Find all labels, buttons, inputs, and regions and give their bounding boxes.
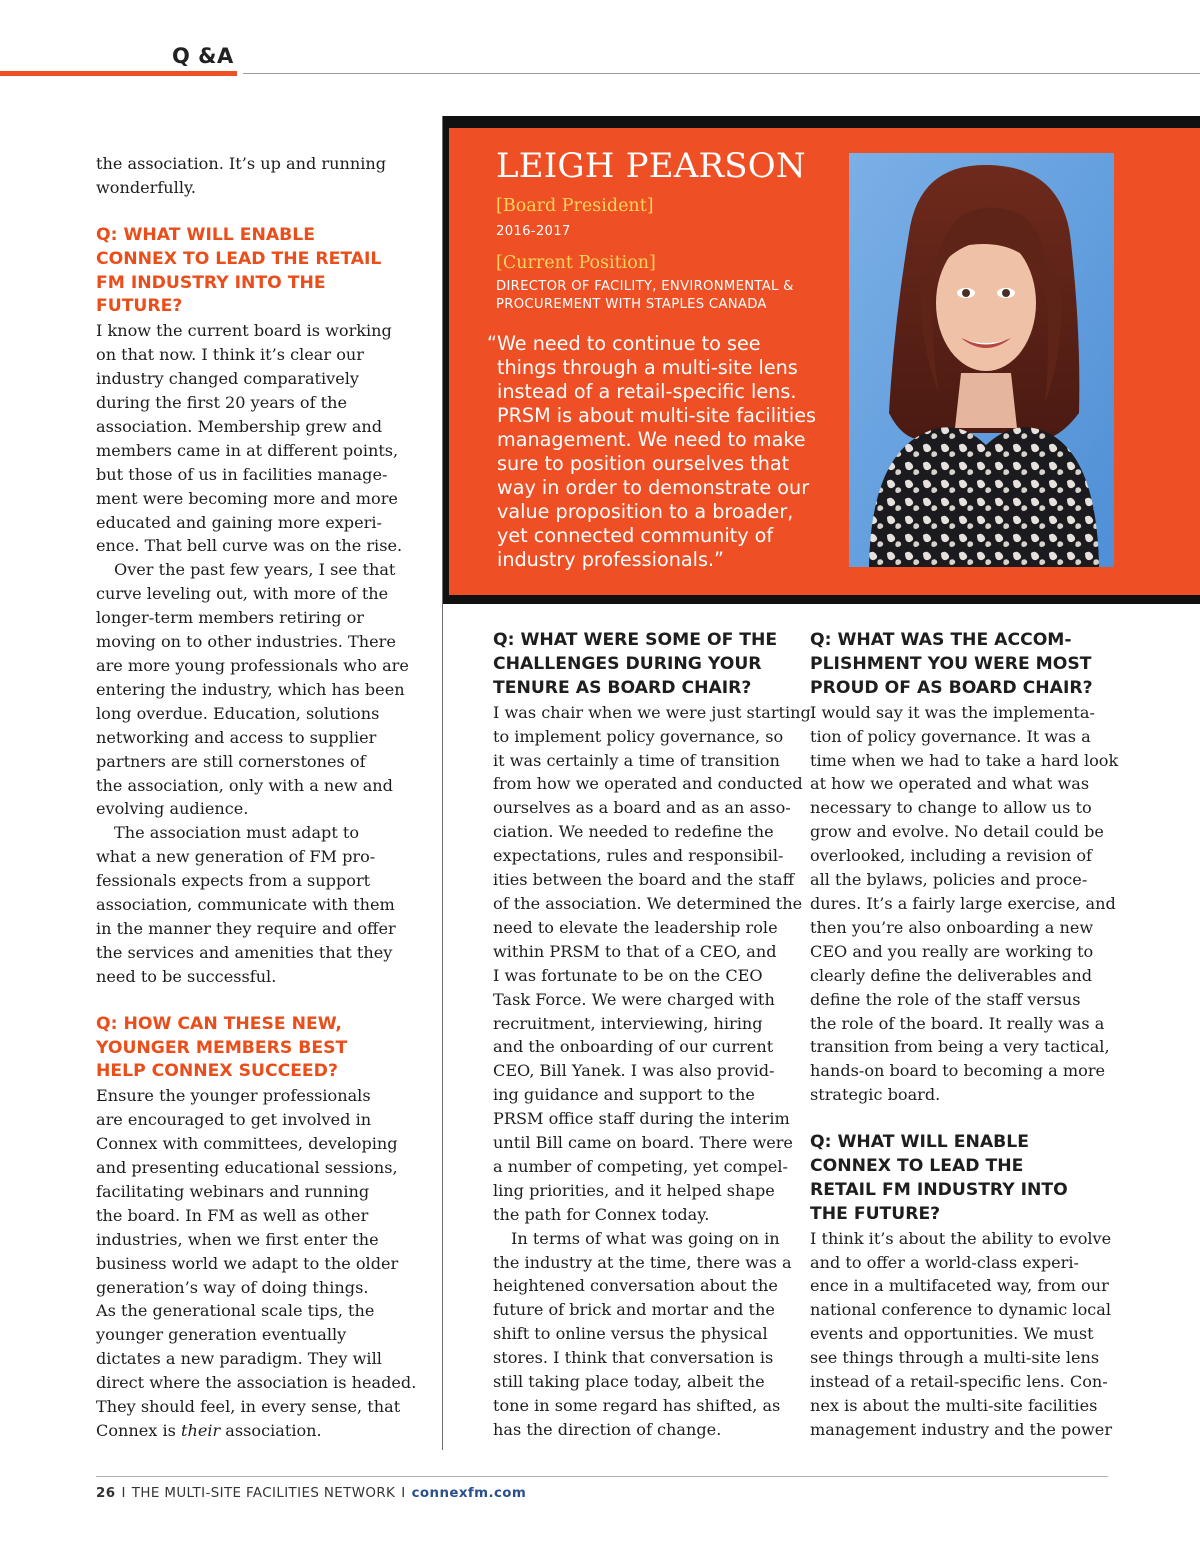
text-line: ourselves as a board and as an asso-	[493, 798, 791, 818]
text-line: networking and access to supplier	[96, 727, 377, 747]
emphasis: their	[180, 1421, 221, 1440]
paragraph	[96, 319, 406, 558]
text-line: longer-term members retiring or	[96, 608, 364, 628]
footer	[96, 1486, 526, 1501]
middle-column	[493, 629, 811, 1442]
text-line: of the association. We determined the	[493, 893, 803, 913]
text-line: generation’s way of doing things.	[96, 1277, 369, 1297]
heading-line: FM INDUSTRY INTO THE	[96, 272, 326, 293]
text-line: curve leveling out, with more of the	[96, 584, 389, 604]
question-heading	[810, 1131, 1110, 1227]
role-years: 2016-2017	[496, 224, 571, 239]
text-line: ling priorities, and it helped shape	[493, 1180, 775, 1200]
header-accent-rule	[0, 71, 237, 76]
text-line: members came in at different points,	[96, 440, 399, 460]
heading-line: TENURE AS BOARD CHAIR?	[493, 677, 752, 698]
paragraph	[96, 821, 406, 988]
paragraph	[493, 1227, 793, 1442]
footer-separator: I	[401, 1486, 406, 1501]
text-line: and to offer a world-class experi-	[810, 1252, 1079, 1272]
text-line: grow and evolve. No detail could be	[810, 822, 1104, 842]
website-link[interactable]: connexfm.com	[411, 1486, 527, 1501]
text-line: the association. It’s up and running	[96, 154, 387, 173]
text-line: stores. I think that conversation is	[493, 1348, 774, 1368]
quote-line: yet connected community of	[497, 524, 774, 547]
text-line: shift to online versus the physical	[493, 1324, 768, 1344]
text-line: need to be successful.	[96, 966, 277, 986]
text-line: until Bill came on board. There were	[493, 1133, 793, 1153]
heading-line: Q: WHAT WILL ENABLE	[810, 1132, 1029, 1153]
quote-line: “We need to continue to see	[487, 332, 761, 355]
text-line: from how we operated and conducted	[493, 774, 803, 794]
text-line: ence. That bell curve was on the rise.	[96, 536, 403, 556]
quote-line: way in order to demonstrate our	[497, 476, 810, 499]
column-divider	[442, 116, 443, 1450]
heading-line: Q: HOW CAN THESE NEW,	[96, 1013, 342, 1034]
text-line: wonderfully.	[96, 177, 197, 197]
profile-name: LEIGH PEARSON	[496, 146, 806, 186]
heading-line: CONNEX TO LEAD THE	[810, 1155, 1024, 1176]
text-line: the role of the board. It really was a	[810, 1013, 1105, 1033]
text-line: They should feel, in every sense, that	[96, 1397, 401, 1417]
text-line: the association, only with a new and	[96, 775, 393, 795]
heading-line: Q: WHAT WERE SOME OF THE	[493, 630, 778, 650]
text-line: industries, when we first enter the	[96, 1229, 379, 1249]
header-rule	[243, 73, 1200, 74]
text-line: tion of policy governance. It was a	[810, 726, 1091, 746]
text-line: younger generation eventually	[96, 1325, 347, 1345]
heading-line: PLISHMENT YOU WERE MOST	[810, 653, 1092, 674]
text-line: are more young professionals who are	[96, 656, 409, 676]
text-line: events and opportunities. We must	[810, 1324, 1094, 1344]
text-line: instead of a retail-specific lens. Con-	[810, 1372, 1108, 1392]
text-line: ence in a multifaceted way, from our	[810, 1276, 1109, 1296]
heading-line: CHALLENGES DURING YOUR	[493, 653, 762, 674]
text-line: evolving audience.	[96, 799, 249, 819]
position-label: [Current Position]	[496, 253, 656, 273]
text-line: The association must adapt to	[114, 823, 360, 843]
text-line: strategic board.	[810, 1085, 941, 1105]
quote-line: sure to position ourselves that	[497, 452, 790, 475]
text-line: dictates a new paradigm. They will	[96, 1349, 382, 1369]
text-line: see things through a multi-site lens	[810, 1348, 1100, 1368]
text-line: but those of us in facilities manage-	[96, 464, 388, 484]
text-line: long overdue. Education, solutions	[96, 703, 380, 723]
paragraph	[493, 701, 811, 1227]
text-line: overlooked, including a revision of	[810, 846, 1092, 866]
heading-line: THE FUTURE?	[810, 1203, 941, 1224]
text-line: the path for Connex today.	[493, 1204, 710, 1224]
heading-line: CONNEX TO LEAD THE RETAIL	[96, 248, 382, 269]
paragraph	[96, 558, 409, 821]
text-line: has the direction of change.	[493, 1419, 722, 1439]
text-line: tone in some regard has shifted, as	[493, 1396, 781, 1415]
publication-name: THE MULTI-SITE FACILITIES NETWORK	[131, 1486, 396, 1501]
text-line: heightened conversation about the	[493, 1276, 778, 1296]
text-line: in the manner they require and offer	[96, 918, 396, 938]
pull-quote	[487, 332, 832, 572]
text-line: then you’re also onboarding a new	[810, 917, 1094, 937]
text-line: Over the past few years, I see that	[114, 560, 396, 580]
role-label: [Board President]	[496, 196, 654, 216]
text-line: Ensure the younger professionals	[96, 1086, 371, 1106]
text-line: PRSM office staff during the interim	[493, 1109, 790, 1129]
text-line: ciation. We needed to redefine the	[493, 822, 774, 842]
text-line: As the generational scale tips, the	[96, 1301, 375, 1321]
quote-line: instead of a retail-specific lens.	[497, 380, 797, 403]
text-line: still taking place today, albeit the	[493, 1372, 765, 1392]
text-line: national conference to dynamic local	[810, 1300, 1112, 1320]
text-line: educated and gaining more experi-	[96, 512, 382, 532]
text-line: it was certainly a time of transition	[493, 750, 780, 770]
text-line: expectations, rules and responsibil-	[493, 846, 784, 866]
question-heading	[493, 629, 793, 701]
text-line: time when we had to take a hard look	[810, 750, 1119, 770]
text-line: a number of competing, yet compel-	[493, 1156, 788, 1176]
text-line: the board. In FM as well as other	[96, 1205, 369, 1225]
text-line: management industry and the power	[810, 1419, 1113, 1439]
portrait-photo	[849, 153, 1114, 567]
text-line: association, communicate with them	[96, 895, 395, 915]
text-line: clearly define the deliverables and	[810, 965, 1093, 985]
text-fragment: Connex is	[96, 1421, 181, 1440]
text-line: transition from being a very tactical,	[810, 1037, 1110, 1057]
text-line: all the bylaws, policies and proce-	[810, 870, 1088, 890]
position-title-line: DIRECTOR OF FACILITY, ENVIRONMENTAL &	[496, 279, 794, 294]
position-title-line: PROCUREMENT WITH STAPLES CANADA	[496, 297, 767, 312]
text-line: what a new generation of FM pro-	[96, 847, 376, 867]
text-line: during the first 20 years of the	[96, 393, 348, 413]
page-number: 26	[96, 1486, 116, 1501]
heading-line: FUTURE?	[96, 296, 183, 317]
text-line: hands-on board to becoming a more	[810, 1061, 1106, 1081]
heading-line: Q: WHAT WILL ENABLE	[96, 224, 315, 245]
heading-line: YOUNGER MEMBERS BEST	[96, 1037, 348, 1058]
text-line: recruitment, interviewing, hiring	[493, 1013, 763, 1033]
text-line: I know the current board is working	[96, 321, 392, 341]
text-line: are encouraged to get involved in	[96, 1110, 372, 1130]
text-line: direct where the association is headed.	[96, 1373, 417, 1393]
paragraph	[96, 1084, 417, 1419]
text-line: to implement policy governance, so	[493, 726, 784, 746]
paragraph	[810, 1227, 1113, 1442]
text-line: CEO and you really are working to	[810, 941, 1094, 961]
text-line: and the onboarding of our current	[493, 1037, 774, 1057]
quote-line: things through a multi-site lens	[497, 356, 798, 379]
paragraph-end	[96, 1419, 406, 1443]
text-line: I was chair when we were just starting	[493, 702, 811, 722]
text-line: future of brick and mortar and the	[493, 1300, 775, 1320]
question-heading	[810, 629, 1110, 701]
heading-line: PROUD OF AS BOARD CHAIR?	[810, 677, 1093, 698]
text-line: partners are still cornerstones of	[96, 751, 366, 771]
text-line: business world we adapt to the older	[96, 1253, 399, 1273]
quote-line: value proposition to a broader,	[497, 500, 794, 523]
text-fragment: association.	[220, 1421, 322, 1440]
text-line: the industry at the time, there was a	[493, 1252, 792, 1272]
paragraph	[810, 701, 1119, 1107]
text-line: need to elevate the leadership role	[493, 917, 778, 937]
question-heading	[96, 1013, 406, 1085]
text-line: Task Force. We were charged with	[493, 989, 775, 1009]
text-line: association. Membership grew and	[96, 416, 383, 436]
text-line: I would say it was the implementa-	[810, 702, 1095, 722]
text-line: at how we operated and what was	[810, 774, 1090, 794]
text-line: ing guidance and support to the	[493, 1085, 755, 1105]
footer-rule	[96, 1476, 1108, 1477]
quote-line: management. We need to make	[497, 428, 806, 451]
text-line: necessary to change to allow us to	[810, 798, 1092, 818]
left-column	[96, 152, 417, 1443]
text-line: industry changed comparatively	[96, 369, 360, 389]
paragraph	[96, 152, 406, 200]
text-line	[96, 1419, 406, 1443]
section-label: Q &A	[172, 44, 234, 68]
text-line: facilitating webinars and running	[96, 1181, 370, 1201]
text-line: CEO, Bill Yanek. I was also provid-	[493, 1061, 775, 1081]
question-heading	[96, 224, 406, 320]
text-line: ities between the board and the staff	[493, 870, 795, 890]
text-line: dures. It’s a fairly large exercise, and	[810, 893, 1116, 913]
heading-line: RETAIL FM INDUSTRY INTO	[810, 1179, 1068, 1200]
text-line: I think it’s about the ability to evolve	[810, 1228, 1112, 1248]
text-line: within PRSM to that of a CEO, and	[493, 941, 777, 961]
quote-line: industry professionals.”	[497, 548, 724, 571]
heading-line: HELP CONNEX SUCCEED?	[96, 1061, 338, 1082]
text-line: Connex with committees, developing	[96, 1134, 398, 1154]
position-title	[496, 278, 794, 314]
quote-line: PRSM is about multi-site facilities	[497, 404, 817, 427]
text-line: fessionals expects from a support	[96, 871, 371, 891]
text-line: In terms of what was going on in	[511, 1228, 780, 1248]
text-line: nex is about the multi-site facilities	[810, 1395, 1098, 1415]
text-line: moving on to other industries. There	[96, 632, 396, 652]
footer-separator: I	[121, 1486, 126, 1501]
text-line: ment were becoming more and more	[96, 488, 398, 508]
text-line: the services and amenities that they	[96, 942, 393, 962]
text-line: on that now. I think it’s clear our	[96, 345, 364, 365]
text-line: entering the industry, which has been	[96, 679, 405, 699]
text-line: define the role of the staff versus	[810, 989, 1081, 1009]
text-line: and presenting educational sessions,	[96, 1158, 398, 1178]
heading-line: Q: WHAT WAS THE ACCOM-	[810, 630, 1072, 650]
right-column	[810, 629, 1119, 1442]
text-line: I was fortunate to be on the CEO	[493, 965, 763, 985]
